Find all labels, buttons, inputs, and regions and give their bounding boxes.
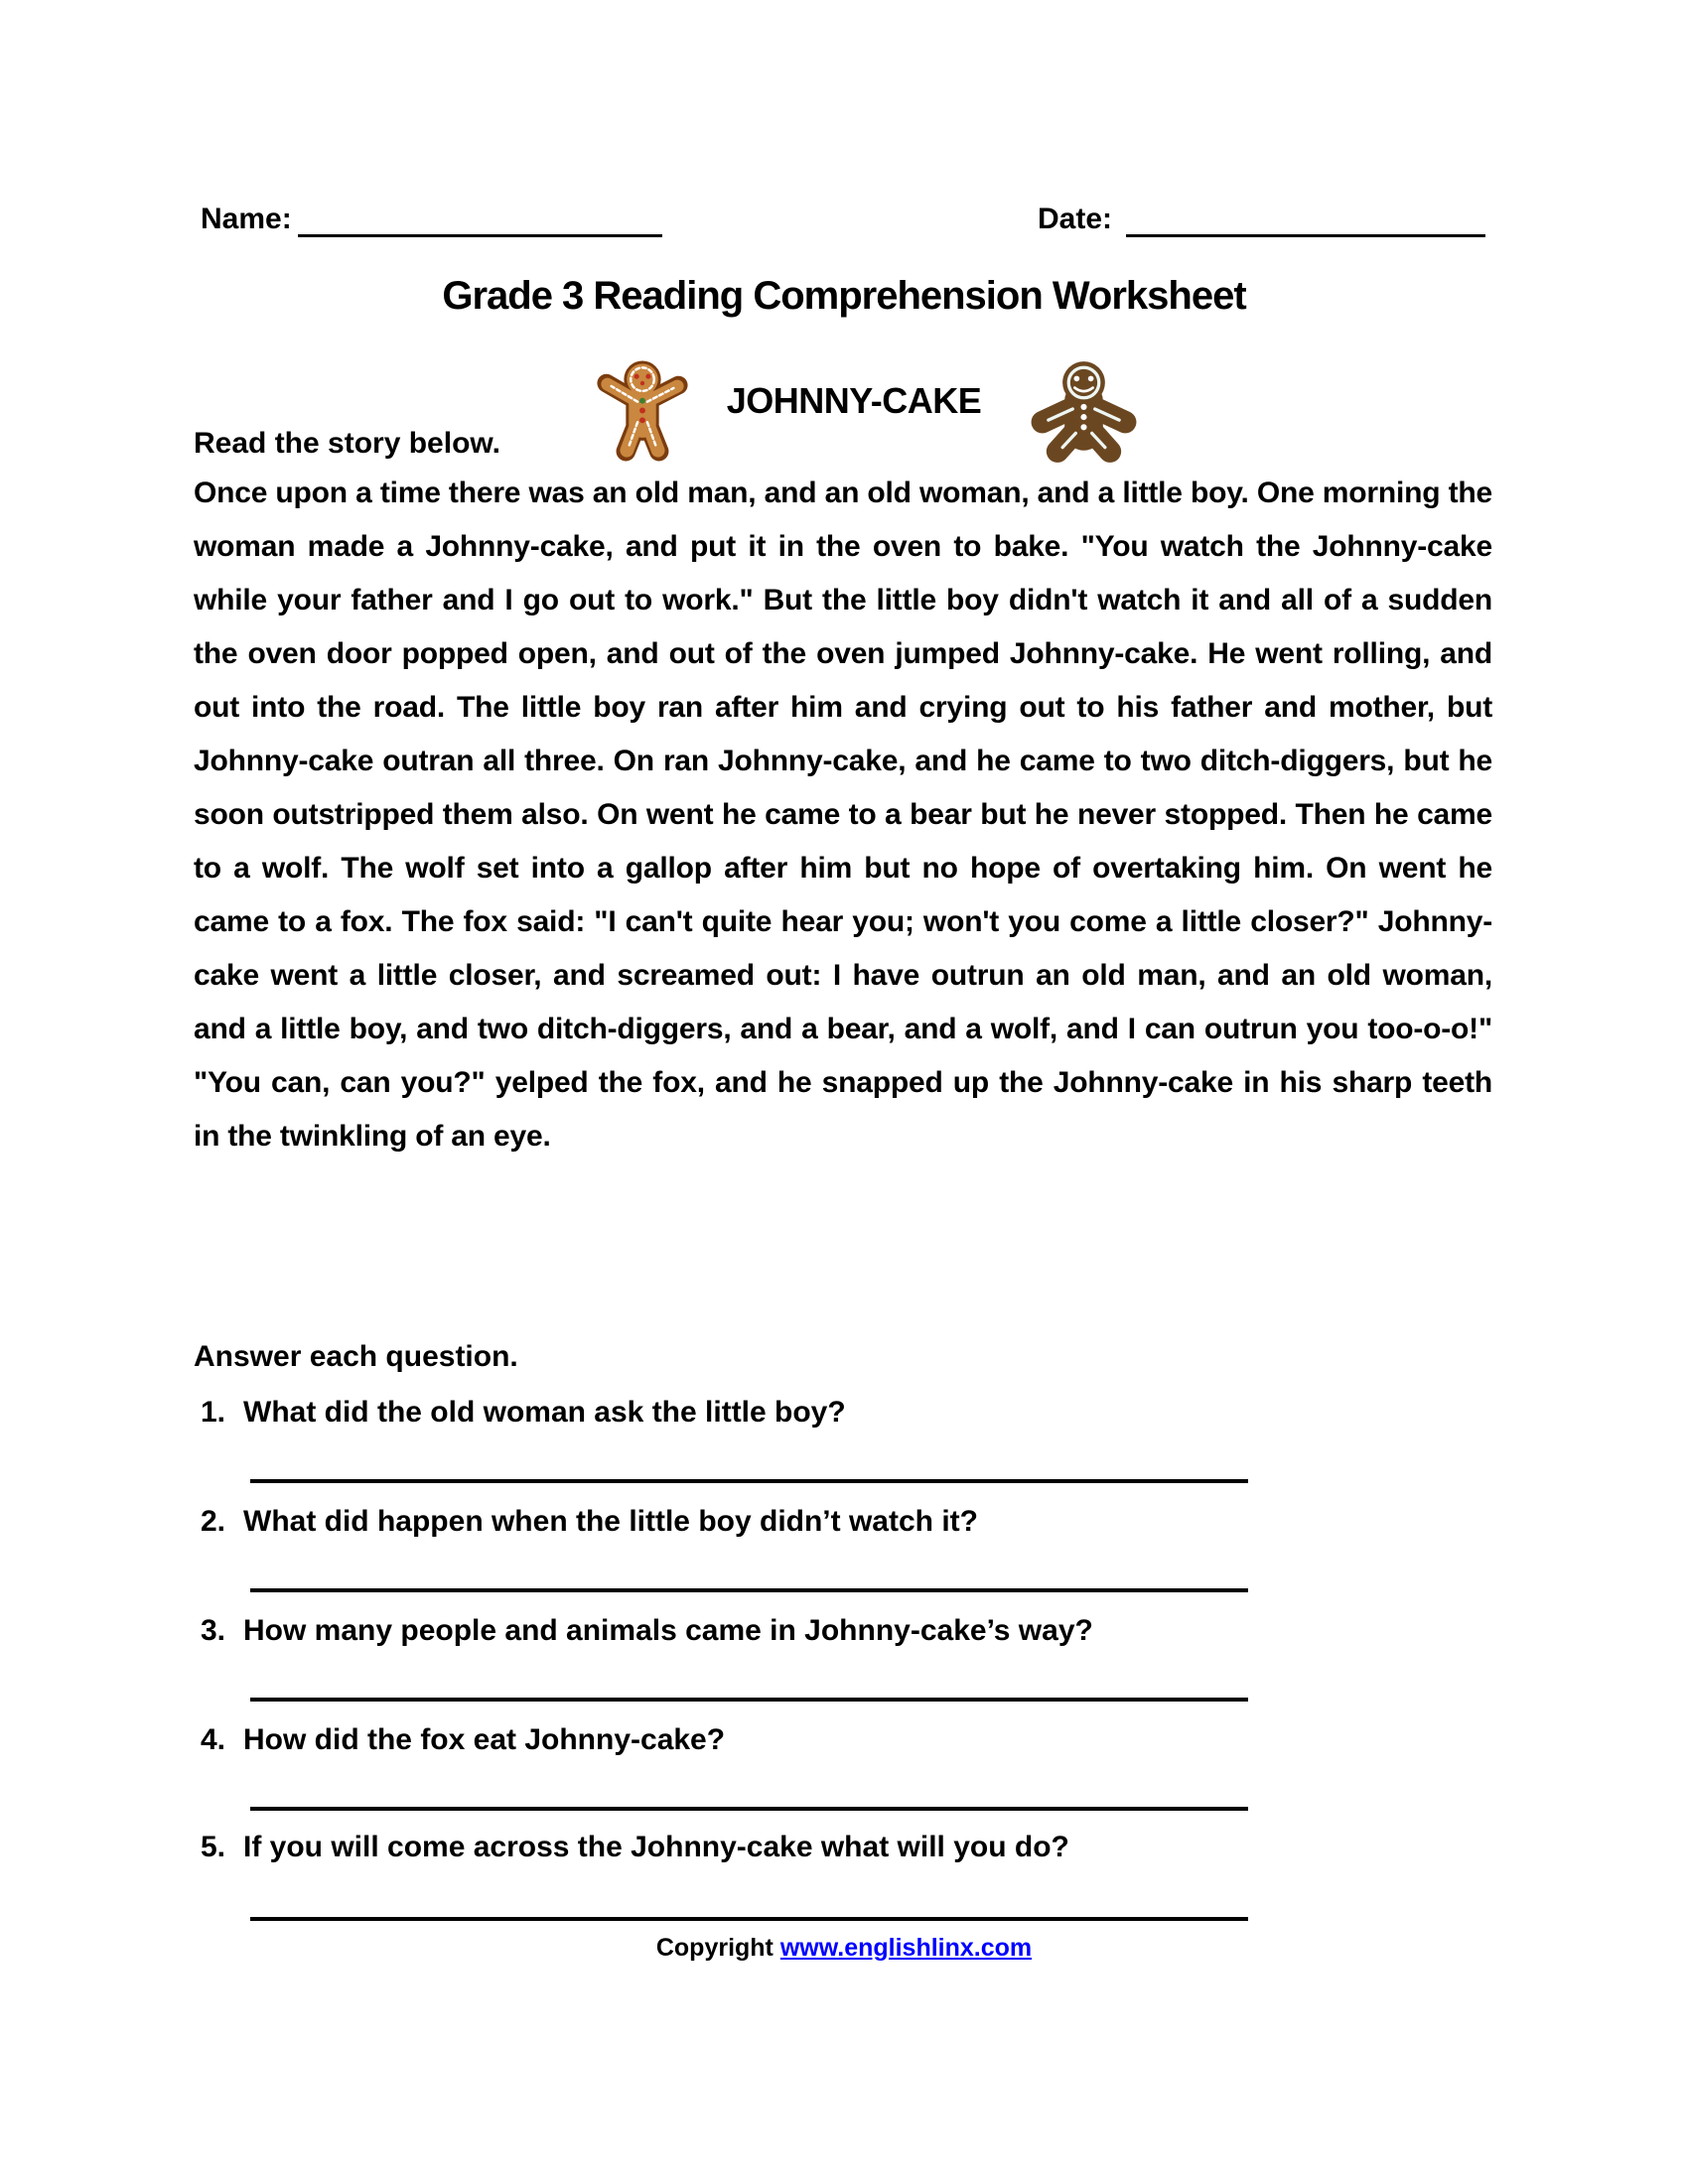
read-instruction: Read the story below. xyxy=(194,427,500,460)
story-title: JOHNNY-CAKE xyxy=(726,380,982,421)
footer xyxy=(0,1934,1688,1963)
question-4-text: How did the fox eat Johnny-cake? xyxy=(243,1723,726,1756)
question-2-number: 2. xyxy=(201,1505,226,1538)
name-blank-line xyxy=(298,234,662,237)
answer-blank-line-5 xyxy=(250,1917,1248,1921)
name-label: Name: xyxy=(201,203,292,235)
answer-blank-line-4 xyxy=(250,1807,1248,1811)
question-4-number: 4. xyxy=(201,1723,226,1756)
story-text: Once upon a time there was an old man, and an old woman, and a little boy. One morning the woman made a Johnny-cake, and put it in the oven to bake. "You watch the Johnny-cake while your father and I go out to work." But the little boy didn't watch it and all of a sudden the oven door popped open, and out of the oven jumped Johnny-cake. He went rolling, and out into the road. The little boy ran after him and crying out to his father and mother, but Johnny-cake outran all three. On ran Johnny-cake, and he came to two ditch-diggers, but he soon outstripped them also. On went he came to a bear but he never stopped. Then he came to a wolf. The wolf set into a gallop after him but no hope of overtaking him. On went he came to a fox. The fox said: "I can't quite hear you; won't you come a little closer?" Johnny-cake went a little closer, and screamed out: I have outrun an old man, and an old woman, and a little boy, and two ditch-diggers, and a bear, and a wolf, and I can outrun you too-o-o!" "You can, can you?" yelped the fox, and he snapped up the Johnny-cake in his sharp teeth in the twinkling of an eye. xyxy=(194,477,1492,1153)
question-3-number: 3. xyxy=(201,1614,226,1647)
date-blank-line xyxy=(1126,234,1485,237)
page-title: Grade 3 Reading Comprehension Worksheet xyxy=(442,274,1246,318)
answer-instruction: Answer each question. xyxy=(194,1340,518,1373)
gingerbread-man-light-icon xyxy=(594,353,691,467)
question-5-number: 5. xyxy=(201,1831,226,1863)
date-label: Date: xyxy=(1038,203,1113,235)
question-3-text: How many people and animals came in Johnny-cake’s way? xyxy=(243,1614,1093,1647)
question-2-text: What did happen when the little boy didn’t watch it? xyxy=(243,1505,978,1538)
copyright-label: Copyright xyxy=(655,1934,774,1962)
answer-blank-line-3 xyxy=(250,1698,1248,1702)
question-1-text: What did the old woman ask the little boy? xyxy=(243,1396,846,1429)
answer-blank-line-2 xyxy=(250,1588,1248,1592)
gingerbread-man-dark-icon xyxy=(1026,355,1143,467)
question-5-text: If you will come across the Johnny-cake what will you do? xyxy=(243,1831,1069,1863)
question-1-number: 1. xyxy=(201,1396,226,1429)
answer-blank-line-1 xyxy=(250,1479,1248,1483)
copyright-link[interactable]: www.englishlinx.com xyxy=(779,1934,1033,1962)
